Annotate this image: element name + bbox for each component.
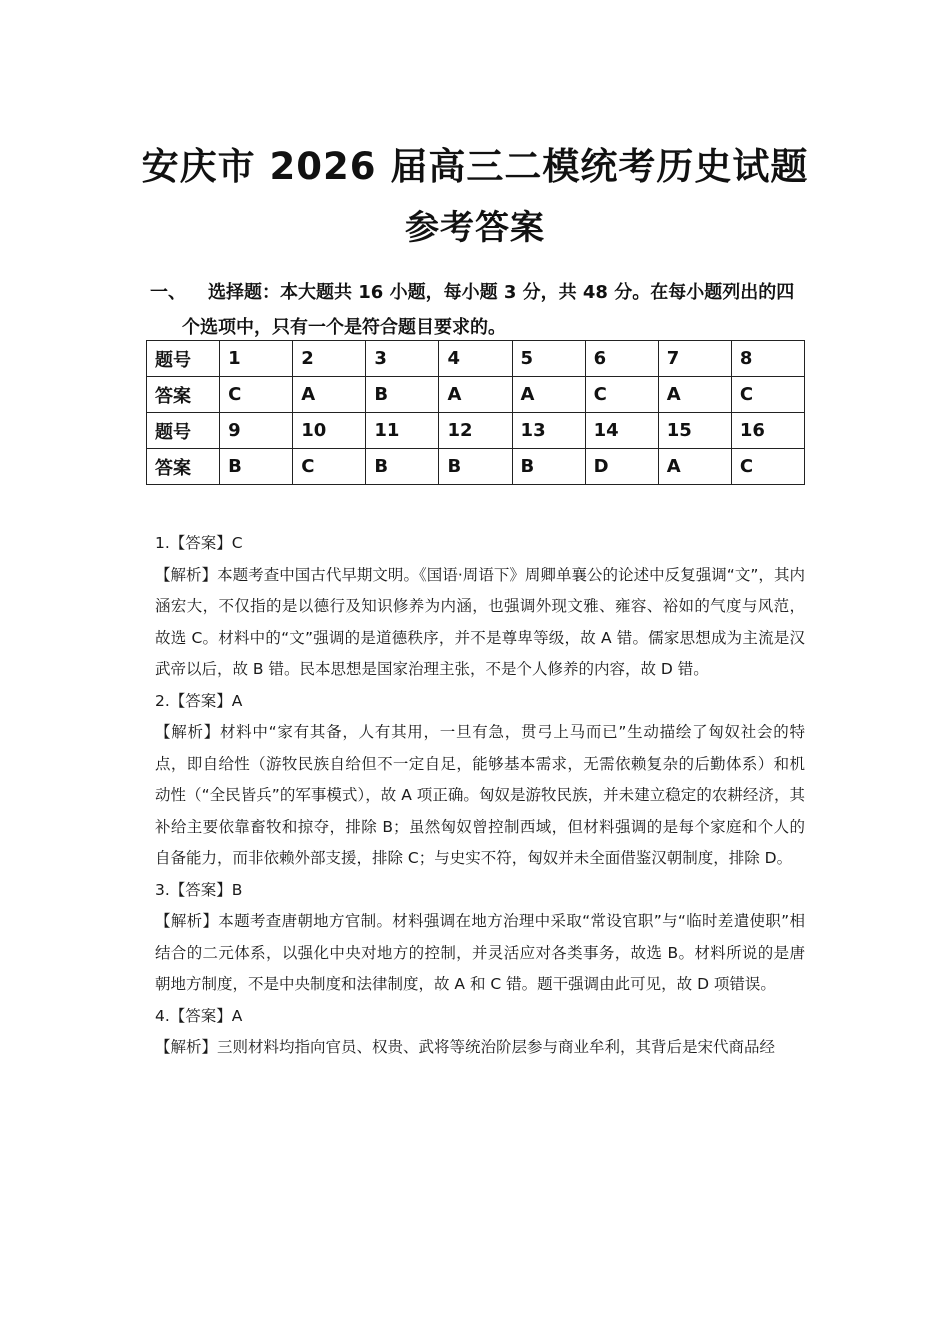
table-cell: B (366, 449, 439, 485)
table-cell: 6 (585, 341, 658, 377)
table-cell-label: 题号 (147, 413, 220, 449)
question-4-analysis: 【解析】三则材料均指向官员、权贵、武将等统治阶层参与商业牟利，其背后是宋代商品经 (155, 1038, 776, 1056)
table-row (147, 377, 805, 413)
question-1-analysis: 【解析】本题考查中国古代早期文明。《国语·周语下》周卿单襄公的论述中反复强调“文”，其内涵宏大，不仅指的是以德行及知识修养为内涵，也强调外现文雅、雍容、裕如的气度与风范，故选 C。材料中的“文”强调的是道德秩序，并不是尊卑等级，故 A 错。儒家思想成为主流是汉武帝以后，故 B 错。民本思想是国家治理主张，不是个人修养的内容，故 D 错。 (155, 565, 805, 678)
question-1-answer: 1.【答案】C (155, 534, 243, 552)
table-cell: 5 (512, 341, 585, 377)
section-number: 一、 (150, 282, 186, 303)
table-cell: A (293, 377, 366, 413)
table-cell: 10 (293, 413, 366, 449)
question-2-analysis: 【解析】材料中“家有其备，人有其用，一旦有急，贯弓上马而已”生动描绘了匈奴社会的特点，即自给性（游牧民族自给但不一定自足，能够基本需求，无需依赖复杂的后勤体系）和机动性（“全民皆兵”的军事模式），故 A 项正确。匈奴是游牧民族，并未建立稳定的农耕经济，其补给主要依靠畜牧和掠夺，排除 B；虽然匈奴曾控制西域，但材料强调的是每个家庭和个人的自备能力，而非依赖外部支援，排除 C；与史实不符，匈奴并未全面借鉴汉朝制度，排除 D。 (155, 723, 805, 867)
table-cell: A (439, 377, 512, 413)
table-cell: B (220, 449, 293, 485)
table-cell-label: 答案 (147, 449, 220, 485)
table-cell: 2 (293, 341, 366, 377)
table-cell: C (731, 449, 804, 485)
table-cell: A (512, 377, 585, 413)
table-cell: D (585, 449, 658, 485)
table-cell: 3 (366, 341, 439, 377)
table-cell: B (366, 377, 439, 413)
table-cell: C (293, 449, 366, 485)
page-title: 安庆市 2026 届高三二模统考历史试题 (141, 145, 809, 188)
section-heading (150, 275, 810, 345)
table-cell: 7 (658, 341, 731, 377)
table-cell: A (658, 449, 731, 485)
section-text-line2: 个选项中，只有一个是符合题目要求的。 (182, 317, 506, 338)
table-cell: 15 (658, 413, 731, 449)
question-3-analysis: 【解析】本题考查唐朝地方官制。材料强调在地方治理中采取“常设官职”与“临时差遣使职”相结合的二元体系，以强化中央对地方的控制，并灵活应对各类事务，故选 B。材料所说的是唐朝地方制度，不是中央制度和法律制度，故 A 和 C 错。题干强调由此可见，故 D 项错误。 (155, 912, 805, 993)
table-cell: 4 (439, 341, 512, 377)
table-cell: B (439, 449, 512, 485)
table-cell: 14 (585, 413, 658, 449)
section-text-line1: 选择题：本大题共 16 小题，每小题 3 分，共 48 分。在每小题列出的四 (208, 282, 795, 303)
answer-explanations (155, 528, 805, 1064)
table-cell: 12 (439, 413, 512, 449)
table-cell: B (512, 449, 585, 485)
page-subtitle: 参考答案 (405, 208, 545, 248)
table-cell: C (220, 377, 293, 413)
table-cell: 11 (366, 413, 439, 449)
answer-table (146, 340, 805, 485)
table-row (147, 341, 805, 377)
table-cell: 1 (220, 341, 293, 377)
table-cell: C (731, 377, 804, 413)
question-4-answer: 4.【答案】A (155, 1006, 243, 1025)
table-cell: A (658, 377, 731, 413)
table-row (147, 449, 805, 485)
table-cell: 16 (731, 413, 804, 449)
question-3-answer: 3.【答案】B (155, 880, 243, 899)
table-cell: 8 (731, 341, 804, 377)
table-cell-label: 题号 (147, 341, 220, 377)
table-row (147, 413, 805, 449)
question-2-answer: 2.【答案】A (155, 691, 243, 710)
table-cell: C (585, 377, 658, 413)
table-cell: 9 (220, 413, 293, 449)
table-cell-label: 答案 (147, 377, 220, 413)
table-cell: 13 (512, 413, 585, 449)
